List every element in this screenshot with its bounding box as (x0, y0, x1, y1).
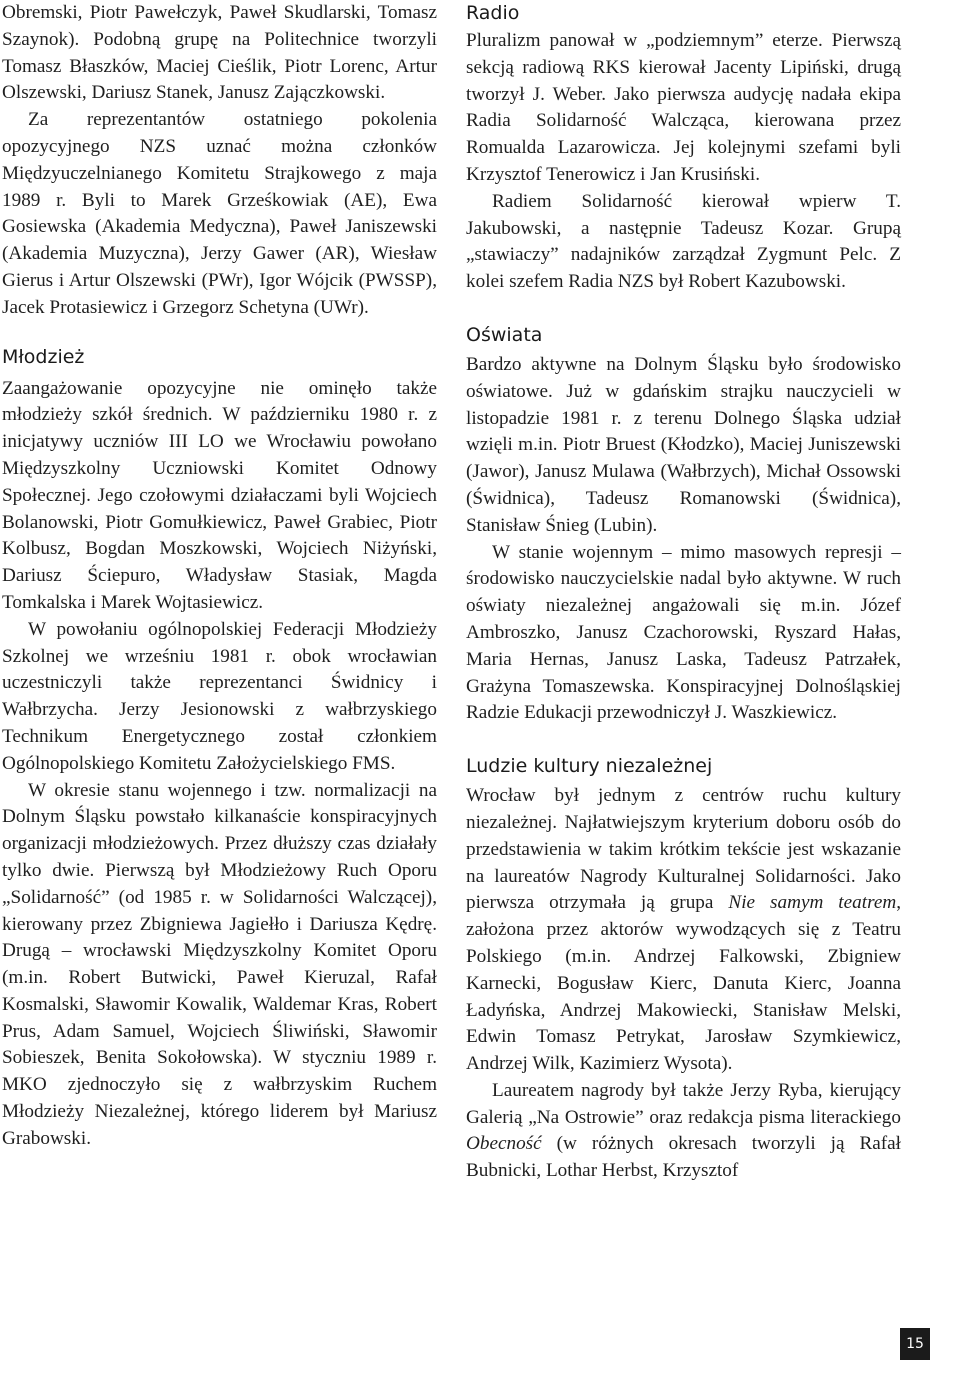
paragraph: Radiem Solidarność kierował wpierw T. Jakubowski, a następnie Tadeusz Kozar. Grupą „stawiaczy” nadajników zarządzał Zygmunt Pelc. Z kolei szefem Radia NZS był Robert Kazubowski. (466, 190, 901, 293)
paragraph: Zaangażowanie opozycyjne nie ominęło także młodzieży szkół średnich. W październiku 1980 r. z inicjatywy uczniów III LO we Wrocławiu powołano Międzyszkolny Uczniowski Komitet Odnowy Społecznej. Jego czołowymi działaczami byli Wojciech Bolanowski, Piotr Gomułkiewicz, Paweł Grabiec, Piotr Kolbusz, Bogdan Moszkowski, Wojciech Niżyński, Dariusz Ściepuro, Władysław Stasiak, Magda Tomkalska i Marek Wojtasiewicz. (2, 377, 437, 613)
paragraph: W stanie wojennym – mimo masowych represji – środowisko nauczycielskie nadal było aktywne. W ruch oświaty niezależnej angażowali się m.in. Józef Ambroszko, Janusz Czachorowski, Ryszard Hałas, Maria Hernas, Janusz Laska, Tadeusz Patrzałek, Grażyna Tomaszewska. Konspiracyjnej Dolnośląskiej Radzie Edukacji przewodniczył J. Waszkiewicz. (466, 541, 901, 724)
section-heading-radio: Radio (466, 2, 520, 24)
text-span: (w różnych okresach tworzyli ją Rafał Bubnicki, Lothar Herbst, Krzysztof (466, 1133, 901, 1182)
paragraph: W powołaniu ogólnopolskiej Federacji Młodzieży Szkolnej we wrześniu 1981 r. obok wrocławian uczestniczyli także reprezentanci Świdnicy i Wałbrzycha. Jerzy Jesionowski z wałbrzyskiego Technikum Energetycznego został członkiem Ogólnopolskiego Komitetu Założycielskiego FMS. (2, 618, 437, 774)
text-span: , założona przez aktorów wywodzących się z Teatru Polskiego (m.in. Andrzej Falkowski, Zbigniew Karnecki, Bogusław Kierc, Danuta Kierc, Joanna Ładyńska, Andrzej Makowiecki, Stanisław Melski, Edwin Tomasz Petrykat, Jarosław Szymkiewicz, Andrzej Wilk, Kazimierz Wysota). (466, 892, 901, 1075)
paragraph: Pluralizm panował w „podziemnym” eterze. Pierwszą sekcją radiową RKS kierował Jacenty Lipiński, drugą tworzył J. Weber. Jako pierwsza audycję nadała ekipa Radia Solidarność Walcząca, kierowana przez Romualda Lazarowicza. Jej kolejnymi szefami byli Krzysztof Tenerowicz i Jan Krusiński. (466, 30, 901, 185)
left-column (2, 0, 437, 1153)
paragraph: Bardzo aktywne na Dolnym Śląsku było środowisko oświatowe. Już w gdańskim strajku nauczycieli w listopadzie 1981 r. z terenu Dolnego Śląska udział wzięli m.in. Piotr Bruest (Kłodzko), Maciej Juniszewski (Jawor), Janusz Mulawa (Wałbrzych), Michał Ossowski (Świdnica), Tadeusz Romanowski (Świdnica), Stanisław Śnieg (Lubin). (466, 353, 901, 536)
paragraph: W okresie stanu wojennego i tzw. normalizacji na Dolnym Śląsku powstało kilkanaście konspiracyjnych organizacji młodzieżowych. Przez dłuższy czas działały tylko dwie. Pierwszą był Młodzieżowy Ruch Oporu „Solidarność” (od 1985 r. w Solidarności Walczącej), kierowany przez Zbigniewa Jagiełło i Dariusza Kędrę. Drugą – wrocławski Międzyszkolny Komitet Oporu (m.in. Robert Butwicki, Paweł Kieruzal, Rafał Kosmalski, Sławomir Kowalik, Waldemar Kras, Robert Prus, Adam Samuel, Wojciech Śliwiński, Sławomir Sobieszek, Benita Sokołowska). W styczniu 1989 r. MKO zjednoczyło się z wałbrzyskim Ruchem Młodzieży Niezależnej, którego liderem był Mariusz Grabowski. (2, 779, 437, 1149)
italic-title: Nie samym teatrem (728, 892, 897, 914)
paragraph (466, 1078, 901, 1185)
paragraph: Obremski, Piotr Pawełczyk, Paweł Skudlarski, Tomasz Szaynok). Podobną grupę na Politechnice tworzyli Tomasz Błaszków, Maciej Cieślik, Piotr Lorenc, Artur Olszewski, Dariusz Stanek, Janusz Zajączkowski. (2, 2, 437, 104)
italic-title: Obecność (466, 1133, 542, 1155)
page-number: 15 (900, 1328, 930, 1360)
section-heading-kultura: Ludzie kultury niezależnej (466, 755, 713, 778)
section-heading-mlodziez: Młodzież (2, 345, 85, 368)
text-span: Wrocław był jednym z centrów ruchu kultury niezależnej. Najłatwiejszym kryterium doboru osób do przedstawienia w takim krótkim tekście jest wskazanie na laureatów Nagrody Kulturalnej Solidarności. Jako pierwsza otrzymała ją grupa (466, 785, 901, 914)
section-heading-oswiata: Oświata (466, 323, 543, 346)
paragraph (466, 783, 901, 1078)
paragraph: Za reprezentantów ostatniego pokolenia opozycyjnego NZS uznać można członków Międzyuczelnianego Komitetu Strajkowego z maja 1989 r. Byli to Marek Grześkowiak (AE), Ewa Gosiewska (Akademia Medyczna), Paweł Janiszewski (Akademia Muzyczna), Jerzy Gawer (AR), Wiesław Gierus i Artur Olszewski (PWr), Igor Wójcik (PWSSP), Jacek Protasiewicz i Grzegorz Schetyna (UWr). (2, 109, 437, 318)
text-span: Laureatem nagrody był także Jerzy Ryba, kierujący Galerią „Na Ostrowie” oraz redakcja pisma literackiego (466, 1079, 901, 1128)
right-column (466, 0, 901, 1185)
